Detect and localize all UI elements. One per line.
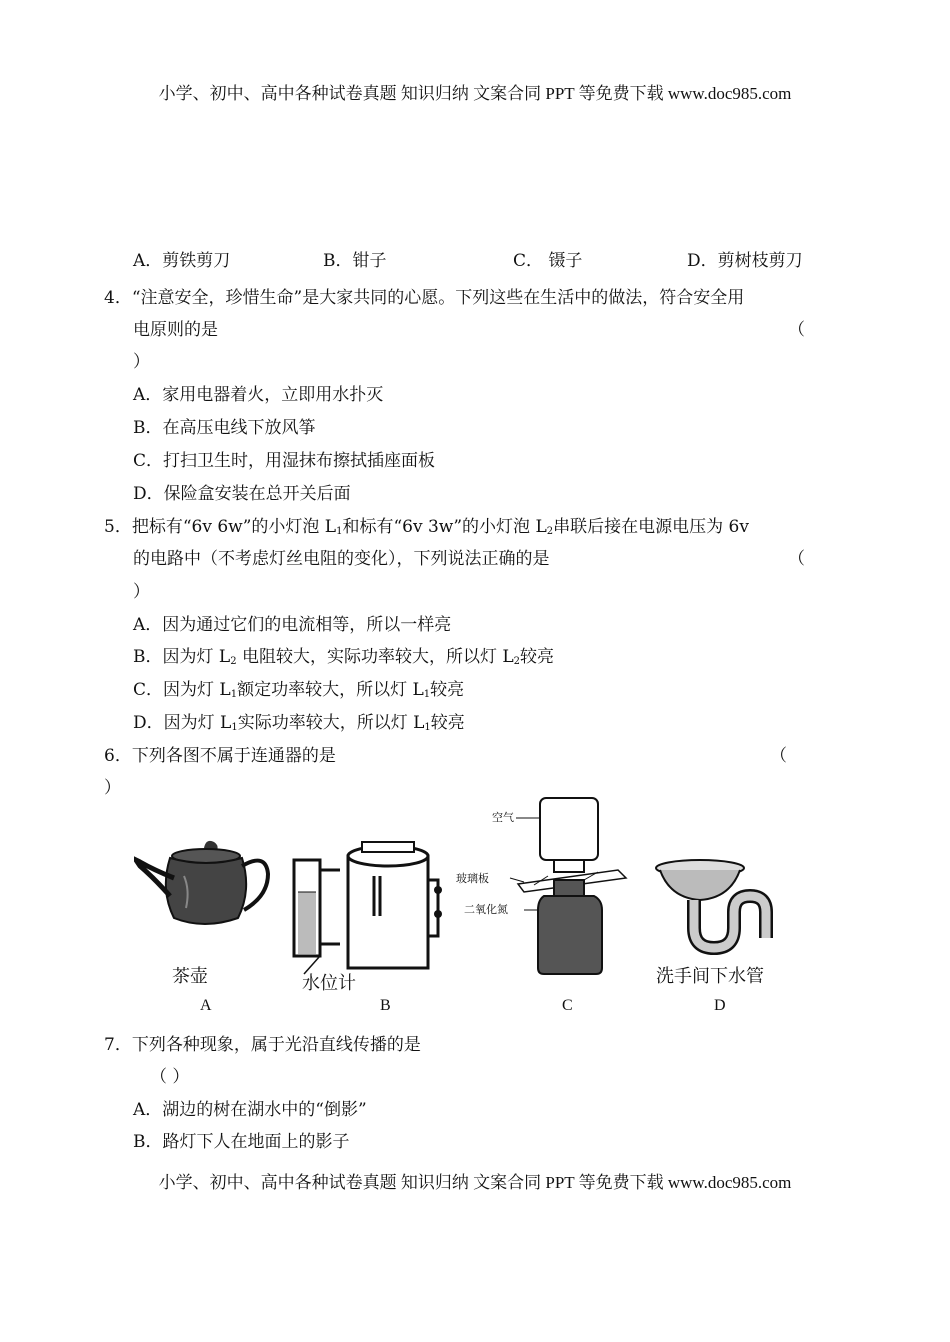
q3-option-d: D．剪树枝剪刀	[687, 251, 803, 271]
teapot-figure	[134, 830, 274, 935]
q7-stem-line1: 7．下列各种现象，属于光沿直线传播的是	[104, 1035, 421, 1055]
page-header: 小学、初中、高中各种试卷真题 知识归纳 文案合同 PPT 等免费下载 www.doc985.com	[158, 84, 792, 103]
q7-paren: （ ）	[150, 1067, 190, 1087]
q6-paren-close: ）	[104, 778, 121, 798]
figure-letter-c: C	[562, 997, 573, 1014]
q3-option-a: A．剪铁剪刀	[133, 251, 231, 271]
q4-option-b: B．在高压电线下放风筝	[133, 418, 316, 438]
figure-letter-a: A	[200, 997, 212, 1014]
figure-letter-b: B	[380, 997, 391, 1014]
q5-stem-line1: 5．把标有“6v 6w”的小灯泡 $L_1$和标有“6v 3w”的小灯泡 $L_2$串联后接在电源电压为 6v	[104, 517, 749, 537]
drain-pipe-label: 洗手间下水管	[656, 966, 764, 987]
q3-option-c: C． 镊子	[513, 251, 583, 271]
q5-paren-open: （	[788, 549, 805, 569]
q6-paren-open: （	[770, 746, 787, 766]
q4-option-c: C．打扫卫生时，用湿抹布擦拭插座面板	[133, 451, 436, 471]
glass-plate-label: 玻璃板	[456, 872, 489, 885]
no2-label: 二氧化氮	[464, 903, 508, 916]
q4-paren-open: （	[788, 320, 805, 340]
q4-stem-line1: 4．“注意安全，珍惜生命”是大家共同的心愿。下列这些在生活中的做法，符合安全用	[104, 288, 745, 308]
q5-option-b: B．因为灯 $L_2$ 电阻较大，实际功率较大，所以灯 $L_2$较亮	[133, 647, 555, 667]
q4-paren-close: ）	[133, 352, 150, 372]
q7-option-b: B．路灯下人在地面上的影子	[133, 1132, 350, 1152]
water-gauge-figure	[290, 836, 450, 976]
q4-option-a: A．家用电器着火，立即用水扑灭	[133, 385, 384, 405]
q7-option-a: A．湖边的树在湖水中的“倒影”	[133, 1100, 367, 1120]
q5-paren-close: ）	[133, 582, 150, 602]
q4-option-d: D．保险盒安装在总开关后面	[133, 484, 351, 504]
q5-option-c: C．因为灯 $L_1$额定功率较大，所以灯 $L_1$较亮	[133, 680, 465, 700]
q3-option-b: B．钳子	[323, 251, 387, 271]
drain-pipe-figure	[654, 858, 778, 958]
q5-option-d: D．因为灯 $L_1$实际功率较大，所以灯 $L_1$较亮	[133, 713, 465, 733]
water-gauge-label: 水位计	[302, 973, 356, 994]
q4-stem-line2: 电原则的是	[133, 320, 218, 340]
page-footer: 小学、初中、高中各种试卷真题 知识归纳 文案合同 PPT 等免费下载 www.doc985.com	[158, 1173, 792, 1192]
teapot-label: 茶壶	[172, 966, 208, 987]
air-label: 空气	[492, 811, 514, 824]
q6-stem-line1: 6．下列各图不属于连通器的是	[104, 746, 336, 766]
figure-letter-d: D	[714, 997, 726, 1014]
q5-option-a: A．因为通过它们的电流相等，所以一样亮	[133, 615, 452, 635]
q5-stem-line2: 的电路中（不考虑灯丝电阻的变化），下列说法正确的是	[133, 549, 550, 569]
